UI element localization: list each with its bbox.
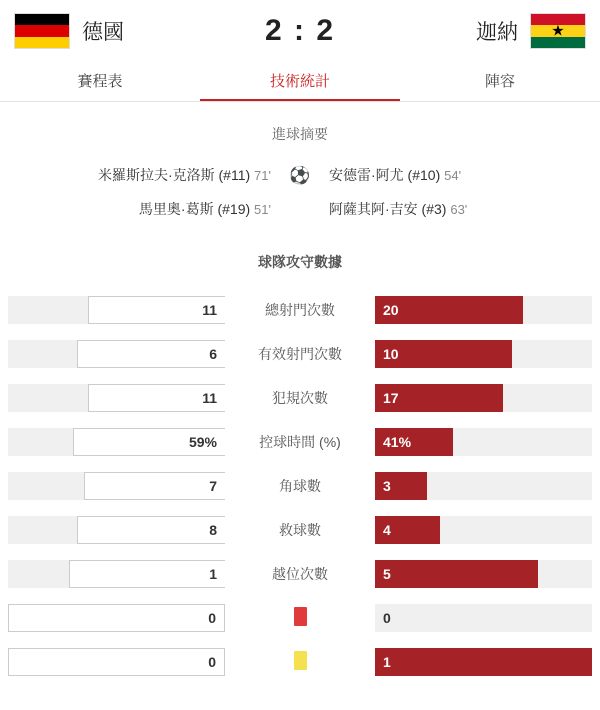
- away-bar-track: [375, 472, 592, 500]
- away-bar-track: [375, 516, 592, 544]
- away-bar-fill: [375, 472, 427, 500]
- soccer-ball-icon: ⚽: [289, 165, 311, 185]
- stat-label-yellow-card: [225, 651, 375, 673]
- stat-row-red-cards: [8, 596, 592, 640]
- home-goal-1-minute: 71': [254, 168, 271, 183]
- away-team: [345, 13, 586, 49]
- away-bar-fill: [375, 648, 592, 676]
- home-goal-2-player: 馬里奧·葛斯 (#19): [138, 201, 251, 217]
- stat-row-shots-on-target: [8, 332, 592, 376]
- red-card-icon: [294, 607, 307, 626]
- home-bar-fill: [69, 560, 225, 588]
- home-team-name: 德國: [82, 21, 124, 44]
- tab-statistics[interactable]: 技術統計: [200, 62, 400, 101]
- home-goal-2: [6, 199, 285, 219]
- home-bar-fill: [8, 604, 225, 632]
- ghana-star-icon: ★: [551, 22, 565, 40]
- home-stat-value: 7: [209, 478, 217, 494]
- stat-label: 角球數: [279, 478, 321, 494]
- stat-row-fouls: [8, 376, 592, 420]
- away-stat-value: 10: [383, 346, 399, 362]
- away-bar-fill: [375, 516, 440, 544]
- home-bar-fill: [84, 472, 225, 500]
- home-stat-value: 11: [202, 390, 217, 406]
- ghana-flag-icon: [530, 13, 586, 49]
- stat-label: 越位次數: [272, 566, 328, 582]
- home-stat-value: 59%: [188, 434, 217, 450]
- home-goal-1: [6, 165, 285, 185]
- home-bar-fill: [77, 516, 225, 544]
- away-stat-value: 41%: [383, 434, 412, 450]
- stat-label: 救球數: [279, 522, 321, 538]
- away-bar-fill: [375, 604, 592, 632]
- home-bar-track: [8, 472, 225, 500]
- home-bar-track: [8, 648, 225, 676]
- home-goal-2-minute: 51': [254, 202, 271, 217]
- away-bar-fill: [375, 340, 512, 368]
- home-goal-1-player: 米羅斯拉夫·克洛斯 (#11): [97, 167, 251, 183]
- away-bar-track: [375, 648, 592, 676]
- away-goal-2: [315, 199, 594, 219]
- away-goal-2-player: 阿薩其阿·吉安 (#3): [329, 201, 447, 217]
- home-bar-fill: [77, 340, 225, 368]
- stat-label: 有效射門次數: [258, 346, 342, 362]
- home-bar-track: [8, 604, 225, 632]
- away-goal-1-player: 安德雷·阿尤 (#10): [329, 167, 441, 183]
- stat-label: 總射門次數: [265, 302, 335, 318]
- stat-label: 控球時間 (%): [259, 434, 341, 450]
- away-bar-fill: [375, 296, 523, 324]
- away-goal-1: [315, 165, 594, 185]
- home-bar-track: [8, 560, 225, 588]
- home-bar-fill: [88, 384, 225, 412]
- home-stat-value: 1: [209, 566, 217, 582]
- away-goal-2-minute: 63': [450, 202, 468, 217]
- away-stat-value: 20: [383, 302, 399, 318]
- away-stat-value: 3: [383, 478, 391, 494]
- away-bar-track: [375, 560, 592, 588]
- home-stat-value: 6: [209, 346, 217, 362]
- stat-label-red-card: [225, 607, 375, 629]
- home-bar-fill: [73, 428, 225, 456]
- away-stat-value: 0: [383, 610, 391, 626]
- away-bar-fill: [375, 428, 453, 456]
- home-team: [14, 13, 255, 49]
- stat-row-yellow-cards: [8, 640, 592, 684]
- stats-section-title: 球隊攻守數據: [258, 254, 342, 270]
- away-stat-value: 1: [383, 654, 391, 670]
- stats-list: [0, 288, 600, 684]
- match-score: 2 : 2: [264, 14, 336, 47]
- home-bar-track: [8, 296, 225, 324]
- tab-schedule[interactable]: 賽程表: [77, 73, 123, 90]
- goal-row: [6, 158, 594, 192]
- match-header: [0, 0, 600, 62]
- away-goal-1-minute: 54': [444, 168, 462, 183]
- home-bar-track: [8, 516, 225, 544]
- home-stat-value: 11: [202, 302, 217, 318]
- away-bar-track: [375, 340, 592, 368]
- home-bar-fill: [88, 296, 225, 324]
- home-bar-track: [8, 384, 225, 412]
- away-stat-value: 4: [383, 522, 391, 538]
- stat-row-possession: [8, 420, 592, 464]
- stat-row-offsides: [8, 552, 592, 596]
- away-stat-value: 5: [383, 566, 391, 582]
- stat-row-saves: [8, 508, 592, 552]
- stat-row-corners: [8, 464, 592, 508]
- home-stat-value: 0: [208, 654, 216, 670]
- away-bar-fill: [375, 384, 503, 412]
- goals-section-title: 進球摘要: [272, 126, 328, 142]
- away-bar-track: [375, 428, 592, 456]
- yellow-card-icon: [294, 651, 307, 670]
- germany-flag-icon: [14, 13, 70, 49]
- away-team-name: 迦納: [476, 21, 518, 44]
- stat-label: 犯規次數: [272, 390, 328, 406]
- home-stat-value: 8: [209, 522, 217, 538]
- tab-lineup[interactable]: 陣容: [484, 73, 515, 90]
- away-bar-track: [375, 384, 592, 412]
- away-bar-track: [375, 604, 592, 632]
- tab-bar: [0, 62, 600, 102]
- home-bar-track: [8, 340, 225, 368]
- away-stat-value: 17: [383, 390, 399, 406]
- home-bar-track: [8, 428, 225, 456]
- home-stat-value: 0: [208, 610, 216, 626]
- away-bar-track: [375, 296, 592, 324]
- goal-row: [6, 192, 594, 226]
- stat-row-shots: [8, 288, 592, 332]
- goals-list: [0, 158, 600, 226]
- home-bar-fill: [8, 648, 225, 676]
- away-bar-fill: [375, 560, 538, 588]
